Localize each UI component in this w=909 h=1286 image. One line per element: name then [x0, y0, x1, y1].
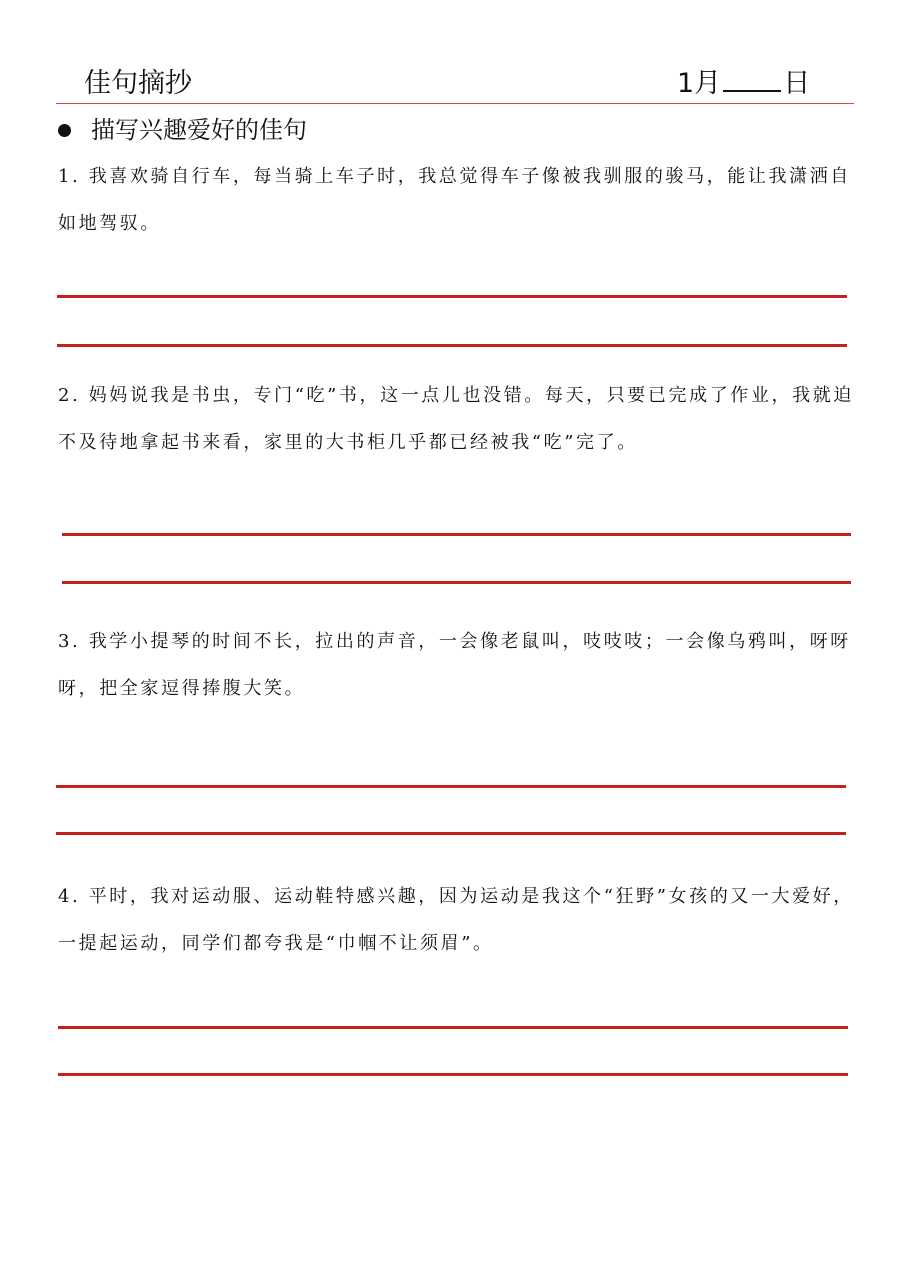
sentence-2: 2. 妈妈说我是书虫，专门“吃”书，这一点儿也没错。每天，只要已完成了作业，我就迫不及待地拿起书来看，家里的大书柜几乎都已经被我“吃”完了。 — [58, 385, 854, 453]
date-month: 1月 — [677, 68, 722, 99]
writing-line-2b[interactable] — [62, 581, 851, 584]
bullet-icon — [58, 124, 71, 137]
sentence-4: 4. 平时，我对运动服、运动鞋特感兴趣，因为运动是我这个“狂野”女孩的又一大爱好，一提起运动，同学们都夸我是“巾帼不让须眉”。 — [58, 886, 854, 954]
date-day-label: 日 — [783, 68, 811, 99]
writing-line-3a[interactable] — [56, 785, 846, 788]
header-divider — [56, 103, 854, 104]
section-heading-text: 描写兴趣爱好的佳句 — [91, 116, 307, 144]
writing-line-1b[interactable] — [57, 344, 847, 347]
writing-line-4b[interactable] — [58, 1073, 848, 1076]
date-field — [677, 64, 810, 104]
page-title: 佳句摘抄 — [84, 68, 192, 99]
writing-line-2a[interactable] — [62, 533, 851, 536]
sentence-1: 1. 我喜欢骑自行车，每当骑上车子时，我总觉得车子像被我驯服的骏马，能让我潇洒自如地驾驭。 — [58, 166, 851, 234]
writing-line-1a[interactable] — [57, 295, 847, 298]
date-day-blank[interactable] — [723, 64, 781, 92]
section-heading — [58, 112, 307, 148]
writing-line-3b[interactable] — [56, 832, 846, 835]
writing-line-4a[interactable] — [58, 1026, 848, 1029]
sentence-3: 3. 我学小提琴的时间不长，拉出的声音，一会像老鼠叫，吱吱吱；一会像乌鸦叫，呀呀呀，把全家逗得捧腹大笑。 — [58, 631, 851, 699]
